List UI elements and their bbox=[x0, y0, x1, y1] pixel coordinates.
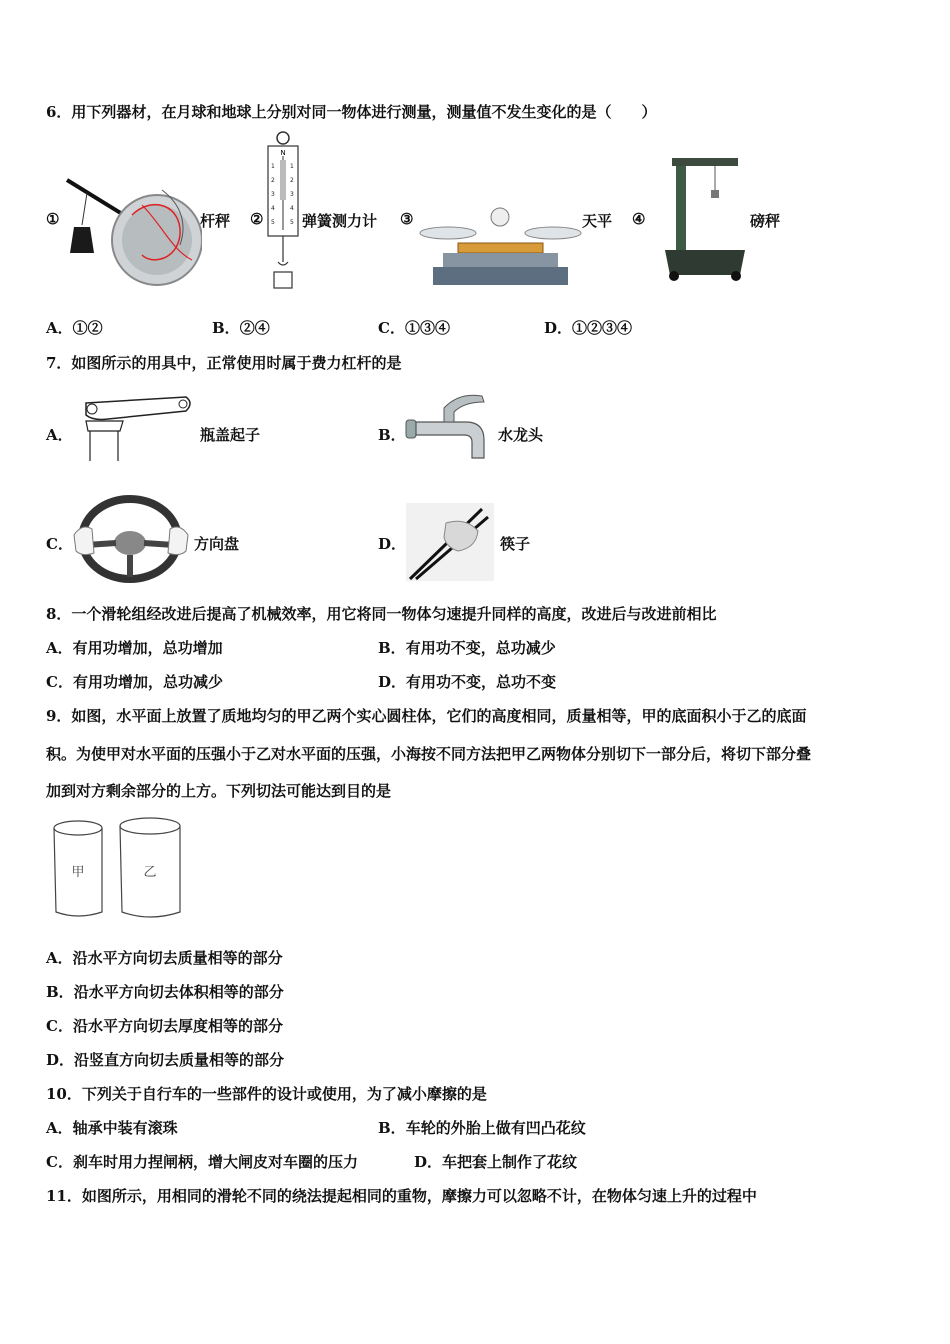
scale-tick-label: 4 bbox=[271, 205, 275, 212]
q6-item4-num: ④ bbox=[632, 210, 646, 228]
steelyard-image bbox=[62, 165, 202, 290]
q10-option-c bbox=[46, 1152, 358, 1172]
option-letter: D． bbox=[544, 319, 573, 337]
scale-tick-label: 2 bbox=[290, 177, 294, 184]
option-letter: C． bbox=[378, 319, 405, 337]
option-letter: C． bbox=[46, 1017, 73, 1035]
option-text: 有用功增加，总功减少 bbox=[72, 673, 223, 691]
q10-option-d bbox=[414, 1152, 577, 1172]
q7-option-a-letter: A． bbox=[46, 426, 73, 444]
platform-scale-image bbox=[660, 150, 750, 282]
q7-option-c-letter: C． bbox=[46, 535, 73, 553]
option-text: ②④ bbox=[239, 319, 270, 337]
q8-option-b bbox=[378, 638, 556, 658]
q6-item2-num: ② bbox=[250, 210, 264, 228]
option-letter: B． bbox=[378, 1119, 406, 1137]
q7-option-d-letter: D． bbox=[378, 535, 407, 553]
q6-item4-label: 磅秤 bbox=[750, 212, 781, 230]
cylinder-yi-label: 乙 bbox=[143, 865, 157, 880]
option-text: 沿水平方向切去厚度相等的部分 bbox=[72, 1017, 283, 1035]
option-letter: C． bbox=[46, 1153, 73, 1171]
q7-stem: 7．如图所示的用具中，正常使用时属于费力杠杆的是 bbox=[46, 354, 402, 372]
scale-tick-label: 5 bbox=[271, 219, 275, 226]
option-text: 刹车时用力捏闸柄，增大闸皮对车圈的压力 bbox=[72, 1153, 358, 1171]
scale-tick-label: 1 bbox=[271, 163, 275, 170]
scale-tick-label: 2 bbox=[271, 177, 275, 184]
q9-option-d bbox=[46, 1050, 284, 1070]
option-letter: D． bbox=[378, 673, 407, 691]
q6-stem: 6．用下列器材，在月球和地球上分别对同一物体进行测量，测量值不发生变化的是（ ） bbox=[46, 103, 657, 121]
q6-option-d bbox=[544, 318, 632, 338]
q8-option-d bbox=[378, 672, 556, 692]
bottle-opener-image bbox=[78, 393, 196, 463]
q6-item1-label: 杆秤 bbox=[200, 212, 231, 230]
q10-option-b bbox=[378, 1118, 586, 1138]
scale-tick-label: 1 bbox=[290, 163, 294, 170]
q9-option-b bbox=[46, 982, 284, 1002]
q6-option-b bbox=[212, 318, 270, 338]
q8-option-c bbox=[46, 672, 223, 692]
option-letter: B． bbox=[212, 319, 240, 337]
option-text: ①③④ bbox=[404, 319, 450, 337]
option-letter: D． bbox=[46, 1051, 75, 1069]
q10-stem: 10．下列关于自行车的一些部件的设计或使用，为了减小摩擦的是 bbox=[46, 1085, 487, 1103]
q6-item2-label: 弹簧测力计 bbox=[302, 212, 378, 230]
q7-option-b-label: 水龙头 bbox=[498, 426, 544, 444]
option-letter: B． bbox=[46, 983, 74, 1001]
option-text: 有用功增加，总功增加 bbox=[72, 639, 223, 657]
q6-item3-num: ③ bbox=[400, 210, 414, 228]
option-letter: A． bbox=[46, 319, 73, 337]
option-text: 轴承中装有滚珠 bbox=[72, 1119, 178, 1137]
spring-scale-image bbox=[262, 130, 304, 292]
q9-stem-line3: 加到对方剩余部分的上方。下列切法可能达到目的是 bbox=[46, 782, 392, 800]
q8-stem: 8．一个滑轮组经改进后提高了机械效率，用它将同一物体匀速提升同样的高度，改进后与改进前相比 bbox=[46, 605, 717, 623]
scale-tick-label: 4 bbox=[290, 205, 294, 212]
balance-image bbox=[418, 205, 583, 290]
scale-tick-label: 3 bbox=[271, 191, 275, 198]
scale-tick-label: 5 bbox=[290, 219, 294, 226]
q7-option-d-label: 筷子 bbox=[500, 535, 531, 553]
option-text: 沿竖直方向切去质量相等的部分 bbox=[74, 1051, 285, 1069]
chopsticks-image bbox=[406, 503, 494, 581]
q6-item3-label: 天平 bbox=[582, 212, 613, 230]
q9-option-a bbox=[46, 948, 283, 968]
q9-stem-line2: 积。为使甲对水平面的压强小于乙对水平面的压强，小海按不同方法把甲乙两物体分别切下一部分后，将切下部分叠 bbox=[46, 745, 812, 763]
q11-stem: 11．如图所示，用相同的滑轮不同的绕法提起相同的重物，摩擦力可以忽略不计，在物体匀速上升的过程中 bbox=[46, 1187, 757, 1205]
option-text: ①② bbox=[72, 319, 103, 337]
option-letter: A． bbox=[46, 639, 73, 657]
faucet-image bbox=[404, 390, 494, 462]
steering-wheel-image bbox=[72, 495, 190, 583]
q6-option-a bbox=[46, 318, 103, 338]
option-text: 车把套上制作了花纹 bbox=[442, 1153, 578, 1171]
option-text: 车轮的外胎上做有凹凸花纹 bbox=[405, 1119, 586, 1137]
q9-option-c bbox=[46, 1016, 283, 1036]
q10-option-a bbox=[46, 1118, 178, 1138]
q6-option-c bbox=[378, 318, 450, 338]
q9-stem-line1: 9．如图，水平面上放置了质地均匀的甲乙两个实心圆柱体，它们的高度相同，质量相等，甲的底面积小于乙的底面 bbox=[46, 707, 807, 725]
option-text: ①②③④ bbox=[572, 319, 633, 337]
cylinder-jia-label: 甲 bbox=[71, 865, 85, 880]
option-letter: D． bbox=[414, 1153, 443, 1171]
option-text: 有用功不变，总功不变 bbox=[406, 673, 557, 691]
scale-tick-label: 3 bbox=[290, 191, 294, 198]
q7-option-b-letter: B． bbox=[378, 426, 406, 444]
option-text: 沿水平方向切去体积相等的部分 bbox=[73, 983, 284, 1001]
q8-option-a bbox=[46, 638, 223, 658]
option-text: 有用功不变，总功减少 bbox=[405, 639, 556, 657]
cylinders-image bbox=[50, 814, 190, 926]
option-letter: C． bbox=[46, 673, 73, 691]
option-letter: A． bbox=[46, 1119, 73, 1137]
q7-option-c-label: 方向盘 bbox=[194, 535, 240, 553]
spring-scale-top-label: N bbox=[280, 149, 286, 157]
q6-item1-num: ① bbox=[46, 210, 60, 228]
option-letter: A． bbox=[46, 949, 73, 967]
option-text: 沿水平方向切去质量相等的部分 bbox=[72, 949, 283, 967]
option-letter: B． bbox=[378, 639, 406, 657]
q7-option-a-label: 瓶盖起子 bbox=[200, 426, 261, 444]
